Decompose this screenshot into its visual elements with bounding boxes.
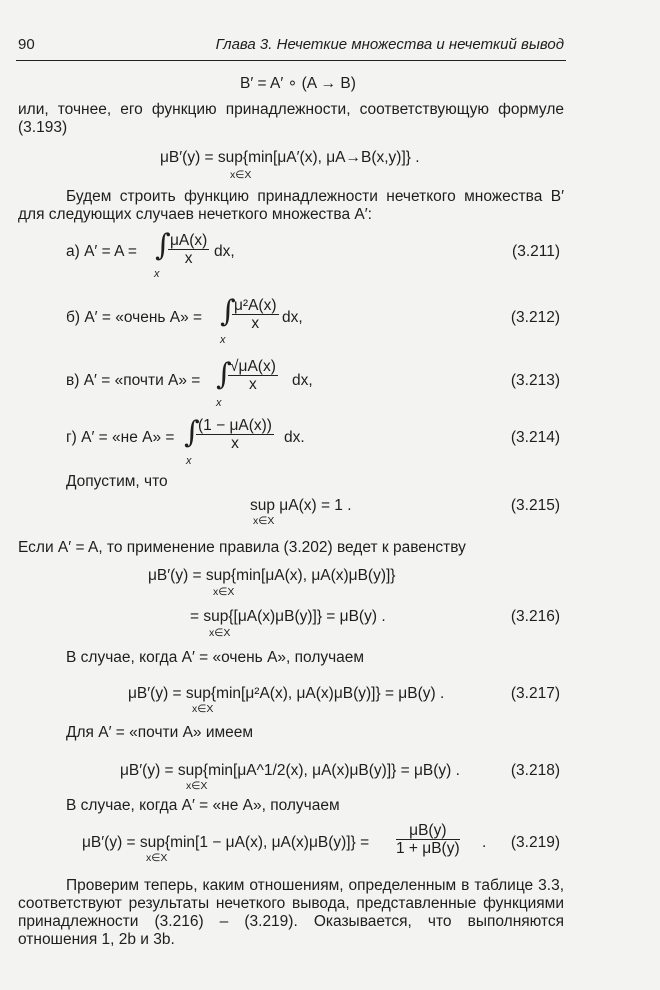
fraction-d bbox=[196, 417, 274, 452]
integral-limit: x bbox=[220, 334, 226, 346]
paragraph: или, точнее, его функцию принадлежности, соответствующую формуле (3.193) bbox=[18, 101, 564, 136]
equation-3-219-left: μB′(y) = sup{min[1 − μA(x), μA(x)μB(y)]} = bbox=[82, 834, 370, 851]
equation-number: (3.211) bbox=[512, 243, 560, 260]
paragraph: Будем строить функцию принадлежности нечеткого множества B′ для следующих случаев нечеткого множества A′: bbox=[18, 188, 564, 223]
integral-limit: x bbox=[186, 455, 192, 467]
fraction-denominator: 1 + μB(y) bbox=[396, 840, 460, 857]
paragraph: В случае, когда A′ = «не A», получаем bbox=[66, 797, 340, 814]
integral-sign: ∫ bbox=[155, 228, 171, 263]
header-rule bbox=[16, 60, 566, 61]
equation-number: (3.219) bbox=[510, 834, 560, 851]
fraction-numerator: μ²A(x) bbox=[234, 297, 277, 314]
case-b-label: б) A′ = «очень A» = bbox=[66, 309, 203, 326]
integral-limit: x bbox=[216, 397, 222, 409]
fraction-denominator: x bbox=[249, 376, 257, 393]
fraction-numerator: √μA(x) bbox=[230, 358, 276, 375]
paragraph: Допустим, что bbox=[66, 473, 168, 490]
sup-subscript: x∈X bbox=[146, 852, 168, 864]
sup-subscript: x∈X bbox=[213, 586, 235, 598]
dx-term: dx, bbox=[292, 372, 313, 389]
paragraph: Проверим теперь, каким отношениям, определенным в таблице 3.3, соответствуют результаты нечеткого вывода, представленные функциями принадлежности (3.216) – (3.219). Оказывается, что выполняются отношения 1, 2b и 3b. bbox=[18, 877, 564, 948]
fraction-denominator: x bbox=[231, 435, 239, 452]
integral-sign: ∫ bbox=[220, 294, 236, 329]
equation-3-216-line2: = sup{[μA(x)μB(y)]} = μB(y) . bbox=[190, 608, 386, 625]
sup-subscript: x∈X bbox=[192, 703, 214, 715]
sup-subscript: x∈X bbox=[253, 515, 275, 527]
dx-term: dx, bbox=[282, 309, 303, 326]
fraction-c bbox=[228, 358, 278, 393]
dx-term: dx. bbox=[284, 429, 305, 446]
page-number: 90 bbox=[18, 36, 35, 53]
fraction-b bbox=[232, 297, 279, 332]
paragraph: В случае, когда A′ = «очень A», получаем bbox=[66, 649, 365, 666]
equation-number: (3.212) bbox=[510, 309, 560, 326]
integral-sign: ∫ bbox=[184, 415, 200, 450]
equation-number: (3.215) bbox=[510, 497, 560, 514]
fraction-denominator: x bbox=[251, 315, 260, 332]
fraction-numerator: μB(y) bbox=[396, 822, 460, 840]
paragraph: Если A′ = A, то применение правила (3.202) ведет к равенству bbox=[18, 539, 466, 556]
fraction-3-219 bbox=[396, 822, 460, 857]
equation-number: (3.218) bbox=[510, 762, 560, 779]
fraction-numerator: μA(x) bbox=[170, 232, 208, 249]
equation-3-218: μB′(y) = sup{min[μA^1/2(x), μA(x)μB(y)]} = μB(y) . bbox=[120, 762, 460, 779]
case-d-label: г) A′ = «не A» = bbox=[66, 429, 175, 446]
integral-limit: x bbox=[154, 268, 160, 280]
sup-subscript: x∈X bbox=[209, 627, 231, 639]
sup-subscript: x∈X bbox=[230, 169, 252, 181]
equation-3-216-line1: μB′(y) = sup{min[μA(x), μA(x)μB(y)]} bbox=[148, 567, 396, 584]
period: . bbox=[482, 834, 487, 851]
equation-number: (3.216) bbox=[510, 608, 560, 625]
equation-number: (3.214) bbox=[510, 429, 560, 446]
fraction-denominator: x bbox=[184, 250, 193, 267]
equation-3-217: μB′(y) = sup{min[μ²A(x), μA(x)μB(y)]} = μB(y) . bbox=[128, 685, 445, 702]
fraction-a bbox=[168, 232, 209, 267]
integral-sign: ∫ bbox=[216, 357, 232, 392]
fraction-numerator: (1 − μA(x)) bbox=[198, 417, 272, 434]
paragraph: Для A′ = «почти A» имеем bbox=[66, 724, 254, 741]
sup-subscript: x∈X bbox=[186, 780, 208, 792]
equation-number: (3.217) bbox=[510, 685, 560, 702]
running-header: Глава 3. Нечеткие множества и нечеткий вывод bbox=[215, 36, 564, 53]
case-c-label: в) A′ = «почти A» = bbox=[66, 372, 201, 389]
equation-number: (3.213) bbox=[510, 372, 560, 389]
composition-equation: B′ = A′ ∘ (A → B) bbox=[240, 75, 356, 92]
sup-equation: μB′(y) = sup{min[μA′(x), μA→B(x,y)]} . bbox=[160, 149, 420, 166]
dx-term: dx, bbox=[214, 243, 235, 260]
equation-3-215: sup μA(x) = 1 . bbox=[250, 497, 352, 514]
case-a-label: а) A′ = A = bbox=[66, 243, 137, 260]
